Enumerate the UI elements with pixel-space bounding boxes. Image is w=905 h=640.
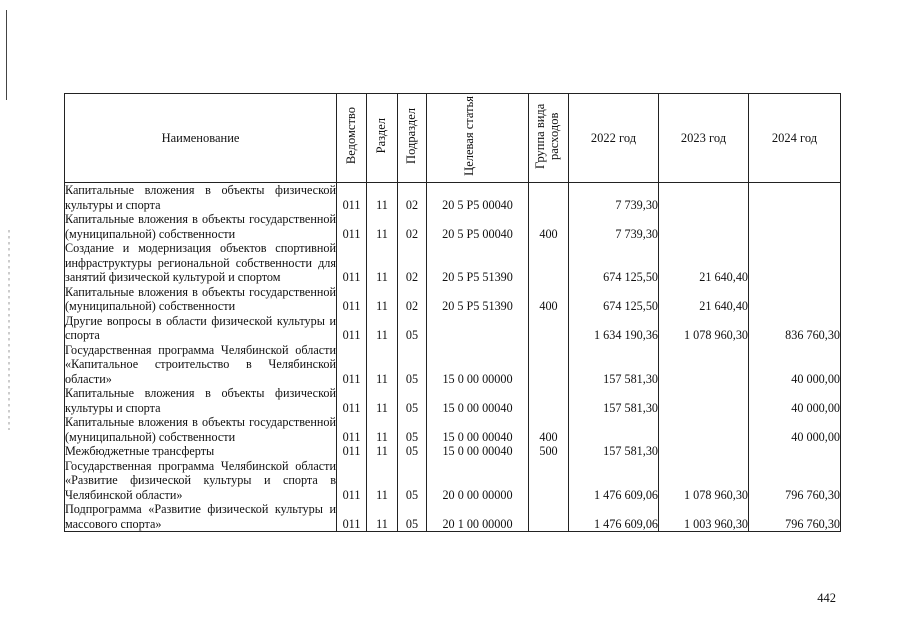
header-subsection: Подраздел [398,94,427,183]
row-article: 20 5 P5 51390 [427,241,529,285]
row-2022: 157 581,30 [569,444,659,459]
row-subsection: 05 [398,314,427,343]
header-2024: 2024 год [749,94,841,183]
row-name: Государственная программа Челябинской области «Капитальное строительство в Челябинской области» [65,342,336,386]
row-dept: 011 [337,314,367,343]
row-name: Межбюджетные трансферты [65,444,337,459]
row-2023: 21 640,40 [659,241,749,285]
row-2024 [749,183,841,213]
row-subsection: 05 [398,415,427,444]
row-group: 400 [529,212,569,241]
row-dept: 011 [337,444,367,459]
row-group: 400 [529,415,569,444]
row-section: 11 [367,444,398,459]
budget-table [64,93,841,532]
row-2023: 1 078 960,30 [659,314,749,343]
margin-dots [8,230,10,430]
row-dept: 011 [337,415,367,444]
header-2022: 2022 год [569,94,659,183]
row-article: 20 1 00 00000 [427,502,529,532]
row-2024 [749,444,841,459]
header-row [65,94,841,183]
row-article: 20 5 P5 00040 [427,212,529,241]
row-section: 11 [367,314,398,343]
row-2024 [749,241,841,285]
row-name: Капитальные вложения в объекты государственной (муниципальной) собственности [65,284,336,313]
row-subsection: 05 [398,502,427,532]
row-subsection: 02 [398,241,427,285]
row-section: 11 [367,415,398,444]
row-2023 [659,343,749,387]
row-article [427,314,529,343]
row-subsection: 05 [398,386,427,415]
row-name: Подпрограмма «Развитие физической культуры и массового спорта» [65,502,336,531]
table-row [65,386,841,415]
row-2024: 40 000,00 [749,386,841,415]
table-row [65,241,841,285]
row-subsection: 02 [398,183,427,213]
row-2022: 157 581,30 [569,343,659,387]
row-dept: 011 [337,241,367,285]
row-2023 [659,415,749,444]
row-group: 500 [529,444,569,459]
header-name: Наименование [65,94,337,183]
row-dept: 011 [337,459,367,503]
row-dept: 011 [337,285,367,314]
row-name: Капитальные вложения в объекты государственной (муниципальной) собственности [65,415,336,444]
row-article: 20 5 P5 00040 [427,183,529,213]
row-name: Капитальные вложения в объекты государственной (муниципальной) собственности [65,212,336,241]
row-dept: 011 [337,386,367,415]
row-2024: 40 000,00 [749,415,841,444]
table-row [65,183,841,213]
table-row [65,415,841,444]
row-name: Капитальные вложения в объекты физической культуры и спорта [65,183,336,212]
row-group [529,502,569,532]
row-2024 [749,285,841,314]
row-2023: 1 078 960,30 [659,459,749,503]
table-row [65,459,841,503]
row-section: 11 [367,386,398,415]
row-group [529,241,569,285]
row-article: 15 0 00 00040 [427,415,529,444]
row-section: 11 [367,285,398,314]
row-article: 15 0 00 00040 [427,386,529,415]
row-subsection: 02 [398,212,427,241]
row-section: 11 [367,212,398,241]
row-section: 11 [367,459,398,503]
row-article: 15 0 00 00040 [427,444,529,459]
row-2024: 796 760,30 [749,502,841,532]
row-dept: 011 [337,183,367,213]
row-2023 [659,212,749,241]
row-2022 [569,415,659,444]
row-2022: 157 581,30 [569,386,659,415]
row-section: 11 [367,502,398,532]
row-2023: 1 003 960,30 [659,502,749,532]
row-section: 11 [367,241,398,285]
row-2024: 836 760,30 [749,314,841,343]
margin-line [6,10,7,100]
header-dept: Ведомство [337,94,367,183]
row-group [529,386,569,415]
row-subsection: 02 [398,285,427,314]
row-2022: 1 476 609,06 [569,502,659,532]
header-section: Раздел [367,94,398,183]
row-dept: 011 [337,343,367,387]
row-2024: 796 760,30 [749,459,841,503]
row-2023 [659,183,749,213]
row-2023 [659,444,749,459]
row-2022: 7 739,30 [569,183,659,213]
row-2023: 21 640,40 [659,285,749,314]
row-2022: 674 125,50 [569,285,659,314]
row-name: Государственная программа Челябинской области «Развитие физической культуры и спорта в Челябинской области» [65,458,336,502]
row-2022: 674 125,50 [569,241,659,285]
row-2022: 1 634 190,36 [569,314,659,343]
row-2024: 40 000,00 [749,343,841,387]
row-2023 [659,386,749,415]
table-row [65,343,841,387]
table-row [65,314,841,343]
table-row [65,502,841,532]
row-section: 11 [367,343,398,387]
row-name: Создание и модернизация объектов спортивной инфраструктуры региональной собственности для занятий физической культурой и спортом [65,241,336,284]
row-article: 15 0 00 00000 [427,343,529,387]
row-subsection: 05 [398,343,427,387]
page-number: 442 [817,591,836,605]
row-group [529,314,569,343]
row-group [529,343,569,387]
table-row [65,444,841,459]
row-subsection: 05 [398,459,427,503]
row-2022: 1 476 609,06 [569,459,659,503]
row-group [529,183,569,213]
row-article: 20 0 00 00000 [427,459,529,503]
row-group: 400 [529,285,569,314]
row-2022: 7 739,30 [569,212,659,241]
header-target-article: Целевая статья [427,94,529,183]
row-name: Другие вопросы в области физической культуры и спорта [65,313,336,342]
row-2024 [749,212,841,241]
header-expense-group: Группа вида расходов [529,94,569,183]
row-name: Капитальные вложения в объекты физической культуры и спорта [65,386,336,415]
table-row [65,212,841,241]
header-2023: 2023 год [659,94,749,183]
table-row [65,285,841,314]
row-group [529,459,569,503]
row-article: 20 5 P5 51390 [427,285,529,314]
row-subsection: 05 [398,444,427,459]
row-dept: 011 [337,502,367,532]
row-dept: 011 [337,212,367,241]
row-section: 11 [367,183,398,213]
